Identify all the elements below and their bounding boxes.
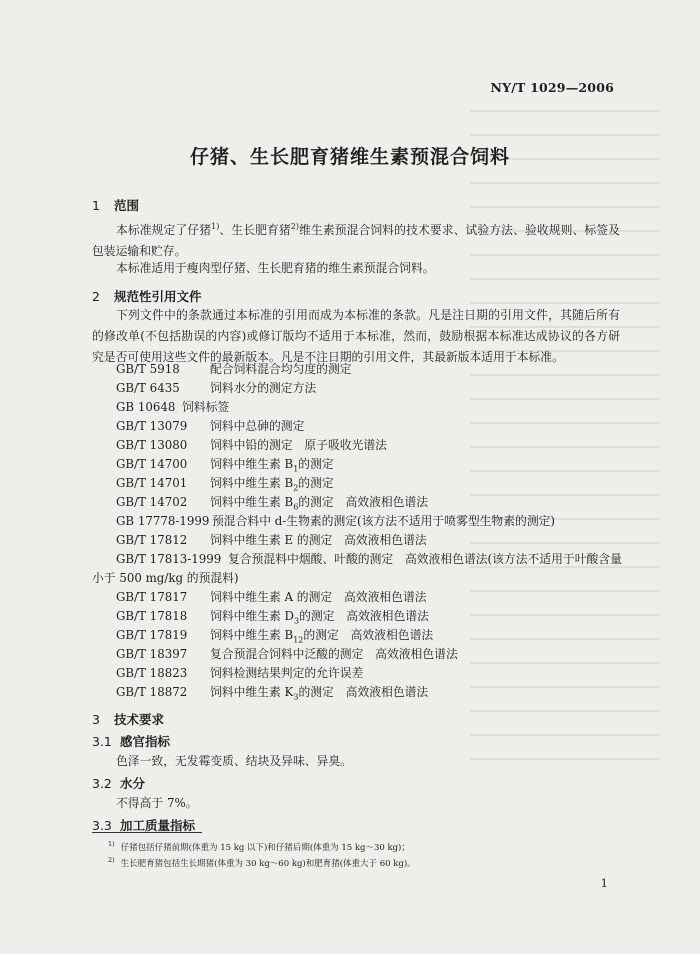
show-through-text [470,110,660,800]
reference-item: GB/T 17819 饲料中维生素 $B_{12}$的测定 高效液相色谱法 [116,628,434,645]
section-3-1-text: 色泽一致，无发霉变质、结块及异味、异臭。 [116,754,352,768]
reference-item: GB/T 14701 饲料中维生素 $B_2$的测定 [116,476,334,493]
footnote-1: $^{1)}$ 仔猪包括仔猪前期(体重为 15 kg 以下)和仔猪后期(体重为 15 kg～30 kg)； [108,840,410,853]
footnote-2: $^{2)}$ 生长肥育猪包括生长期猪(体重为 30 kg～60 kg)和肥育猪(体重大于 60 kg)。 [108,856,416,869]
reference-item: GB/T 13079 饲料中总砷的测定 [116,419,305,433]
reference-item: GB/T 17817 饲料中维生素 A 的测定 高效液相色谱法 [116,590,427,604]
reference-item: GB/T 18823 饲料检测结果判定的允许误差 [116,666,364,680]
page-number: 1 [600,876,608,890]
scope-paragraph-1: 本标准规定了仔猪$^{1)}$、生长肥育猪$^{2)}$维生素预混合饲料的技术要求、试验方法、验收规则、标签及包装运输和贮存。 [92,222,620,258]
scope-paragraph-2: 本标准适用于瘦肉型仔猪、生长肥育猪的维生素预混合饲料。 [116,261,435,275]
section-2-heading [92,287,202,305]
section-number: 3 [92,712,100,727]
section-3-2-text: 不得高于 7%。 [116,796,198,810]
reference-item: GB 17778-1999 预混合料中 d-生物素的测定(该方法不适用于喷雾型生物素的测定) [116,514,556,528]
section-1-heading [92,196,139,214]
reference-item: GB/T 6435 饲料水分的测定方法 [116,381,317,395]
document-title: 仔猪、生长肥育猪维生素预混合饲料 [189,146,510,168]
reference-item: GB/T 17812 饲料中维生素 E 的测定 高效液相色谱法 [116,533,427,547]
section-3-2-heading: 3.2 水分 [92,776,146,791]
section-title: 技术要求 [114,712,165,727]
reference-item: GB/T 17818 饲料中维生素 $D_3$的测定 高效液相色谱法 [116,609,429,626]
section-3-3-heading: 3.3 加工质量指标 [92,818,196,833]
reference-item: GB/T 14702 饲料中维生素 $B_6$的测定 高效液相色谱法 [116,495,429,512]
reference-item: GB/T 14700 饲料中维生素 $B_1$的测定 [116,457,334,474]
reference-item: GB/T 17813-1999 复合预混料中烟酸、叶酸的测定 高效液相色谱法(该方法不适用于叶酸含量 [116,552,622,566]
reference-item: GB/T 18397 复合预混合饲料中泛酸的测定 高效液相色谱法 [116,647,458,661]
standard-number: NY/T 1029—2006 [490,80,614,95]
reference-item-continued: 小于 500 mg/kg 的预混料) [92,571,239,585]
section-title: 规范性引用文件 [114,289,202,304]
section-title: 范围 [114,198,140,213]
reference-item: GB/T 13080 饲料中铅的测定 原子吸收光谱法 [116,438,387,452]
reference-item: GB 10648 饲料标签 [116,400,230,414]
reference-item: GB/T 5918 配合饲料混合均匀度的测定 [116,362,352,376]
section-number: 2 [92,289,100,304]
section-3-1-heading: 3.1 感官指标 [92,734,171,749]
section-3-heading [92,710,164,728]
section-number: 1 [92,198,100,213]
reference-item: GB/T 18872 饲料中维生素 $K_3$的测定 高效液相色谱法 [116,685,429,702]
normative-intro: 下列文件中的条款通过本标准的引用而成为本标准的条款。凡是注日期的引用文件，其随后所有的修改单(不包括勘误的内容)或修订版均不适用于本标准，然而，鼓励根据本标准达成协议的各方研究是否可使用这些文件的最新版本。凡是不注日期的引用文件，其最新版本适用于本标准。 [92,308,620,364]
